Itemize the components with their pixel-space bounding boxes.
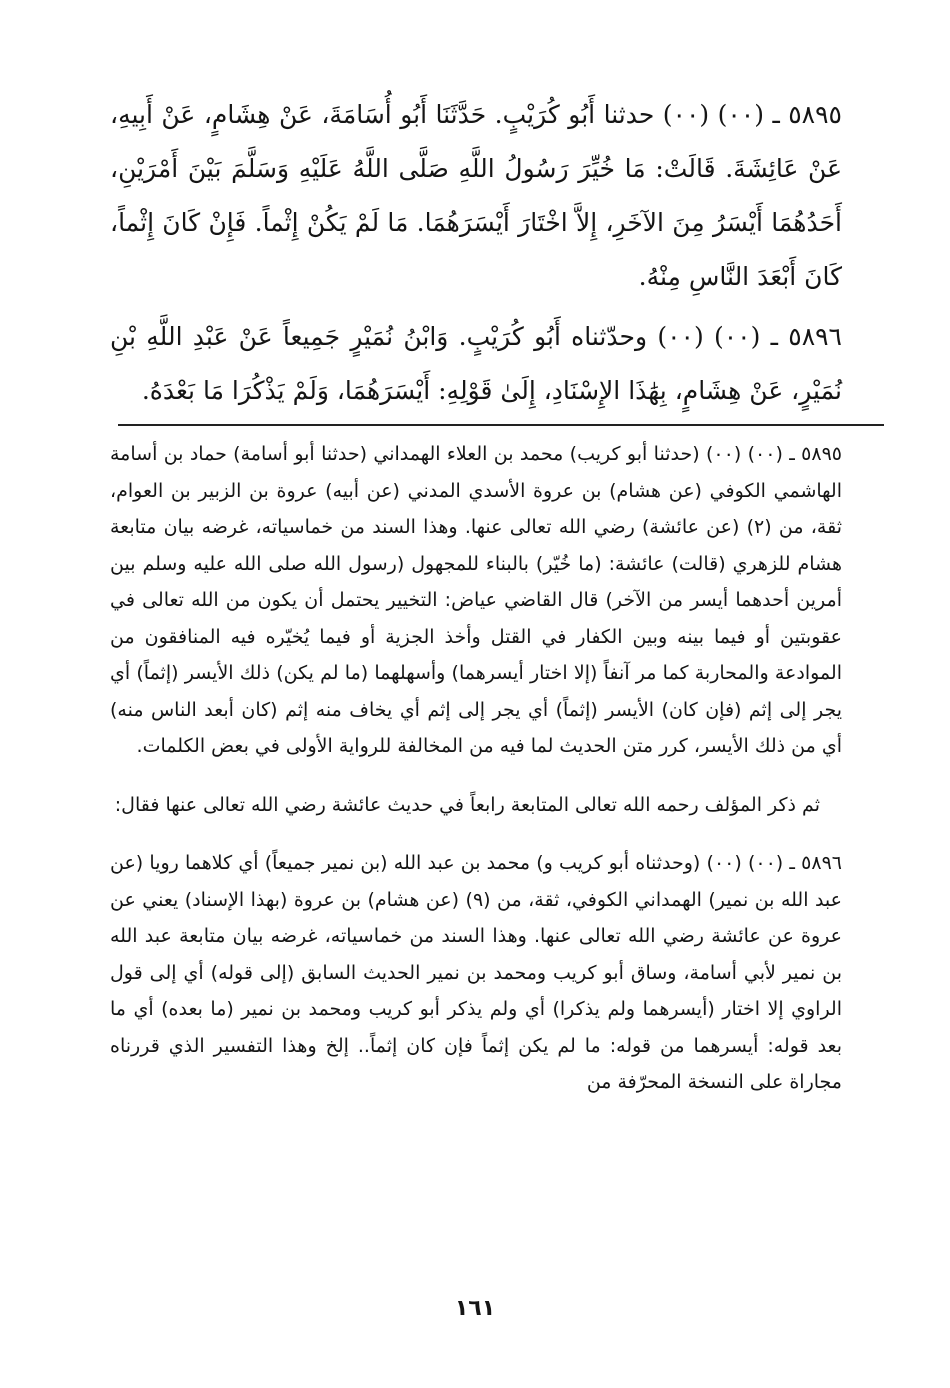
commentary-section xyxy=(110,436,842,1101)
commentary-5896: ٥٨٩٦ ـ (٠٠) (٠٠) (وحدثناه أبو كريب و) محمد بن عبد الله (بن نمير جميعاً) أي كلاهما رويا (عن عبد الله بن نمير) الهمداني الكوفي، ثقة، من (٩) (عن هشام) بن عروة (بهذا الإسناد) يعني عن عروة عن عائشة رضي الله تعالى عنها. وهذا السند من خماسياته، غرضه بيان متابعة عبد الله بن نمير لأبي أسامة، وساق أبو كريب ومحمد بن نمير الحديث السابق (إلى قوله) أي إلى قول الراوي إلا اختار (أيسرهما ولم يذكرا) أي ولم يذكر أبو كريب ومحمد بن نمير (ما بعده) أي ما بعد قوله: أيسرهما من قوله: ما لم يكن إثماً فإن كان إثماً.. إلخ وهذا التفسير الذي قررناه مجاراة على النسخة المحرّفة من xyxy=(110,852,842,1093)
matn-section xyxy=(110,88,842,418)
hadith-5896-text: ٥٨٩٦ ـ (٠٠) (٠٠) وحدّثناه أَبُو كُرَيْبٍ. وَابْنُ نُمَيْرٍ جَمِيعاً عَنْ عَبْدِ اللَّهِ بْنِ نُمَيْرٍ، عَنْ هِشَامٍ، بِهَٰذَا الإِسْنَادِ، إِلَىٰ قَوْلِهِ: أَيْسَرَهُمَا، وَلَمْ يَذْكُرَا مَا بَعْدَهُ. xyxy=(110,322,842,405)
commentary-5895: ٥٨٩٥ ـ (٠٠) (٠٠) (حدثنا أبو كريب) محمد بن العلاء الهمداني (حدثنا أبو أسامة) حماد بن أسامة الهاشمي الكوفي (عن هشام) بن عروة الأسدي المدني (عن أبيه) عروة بن الزبير بن العوام، ثقة، من (٢) (عن عائشة) رضي الله تعالى عنها. وهذا السند من خماسياته، غرضه بيان متابعة هشام للزهري (قالت) عائشة: (ما خُيّر) بالبناء للمجهول (رسول الله صلى الله عليه وسلم بين أمرين أحدهما أيسر من الآخر) قال القاضي عياض: التخيير يحتمل أن يكون من الله تعالى في عقوبتين أو فيما بينه وبين الكفار في القتل وأخذ الجزية أو فيما يُخيّره فيه المنافقون من الموادعة والمحاربة كما مر آنفاً (إلا اختار أيسرهما) وأسهلهما (ما لم يكن) ذلك الأيسر (إثماً) أي يجر إلى إثم (فإن كان) الأيسر (إثماً) أي يجر إلى إثم أي يخاف منه إثم (كان أبعد الناس منه) أي من ذلك الأيسر، كرر متن الحديث لما فيه من المخالفة للرواية الأولى في بعض الكلمات. xyxy=(110,443,842,757)
commentary-transition-text: ثم ذكر المؤلف رحمه الله تعالى المتابعة رابعاً في حديث عائشة رضي الله تعالى عنها فقال: xyxy=(114,793,820,816)
commentary-transition xyxy=(110,787,842,824)
hadith-5895-text: ٥٨٩٥ ـ (٠٠) (٠٠) حدثنا أَبُو كُرَيْبٍ. حَدَّثَنَا أَبُو أُسَامَةَ، عَنْ هِشَامٍ، عَنْ أَبِيهِ، عَنْ عَائِشَةَ. قَالَتْ: مَا خُيِّرَ رَسُولُ اللَّهِ صَلَّى اللَّهُ عَلَيْهِ وَسَلَّمَ بَيْنَ أَمْرَيْنِ، أَحَدُهُمَا أَيْسَرُ مِنَ الآخَرِ، إِلاَّ اخْتَارَ أَيْسَرَهُمَا. مَا لَمْ يَكُنْ إِثْماً. فَإِنْ كَانَ إِثْماً، كَانَ أَبْعَدَ النَّاسِ مِنْهُ. xyxy=(110,100,842,291)
section-divider xyxy=(118,424,884,426)
page-number: ١٦١ xyxy=(454,1296,496,1321)
